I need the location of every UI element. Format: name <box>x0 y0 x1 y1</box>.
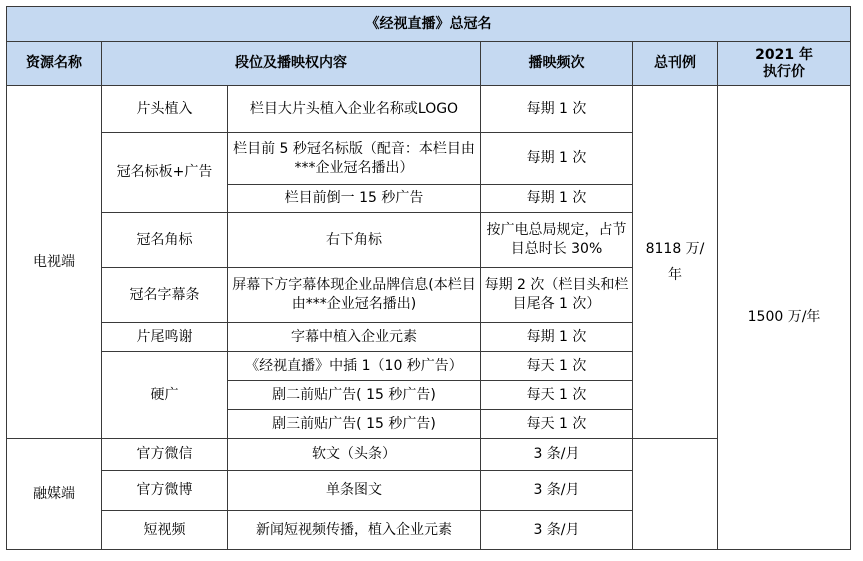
table-title-row <box>7 7 851 42</box>
header-total: 总刊例 <box>633 42 718 86</box>
table-row <box>7 86 851 133</box>
frequency-cell: 每天 1 次 <box>481 381 633 410</box>
header-resource: 资源名称 <box>7 42 102 86</box>
content-cell: 《经视直播》中插 1（10 秒广告） <box>228 352 481 381</box>
content-cell: 栏目前 5 秒冠名标版（配音：本栏目由***企业冠名播出） <box>228 133 481 185</box>
frequency-cell: 每期 1 次 <box>481 86 633 133</box>
header-row <box>7 42 851 86</box>
item-cell: 冠名标板+广告 <box>102 133 228 213</box>
header-content: 段位及播映权内容 <box>102 42 481 86</box>
frequency-cell: 3 条/月 <box>481 439 633 471</box>
header-price <box>718 42 851 86</box>
frequency-cell: 3 条/月 <box>481 511 633 550</box>
table-title: 《经视直播》总冠名 <box>7 7 851 42</box>
header-frequency: 播映频次 <box>481 42 633 86</box>
price-cell: 1500 万/年 <box>718 86 851 550</box>
item-cell: 短视频 <box>102 511 228 550</box>
total-cell <box>633 86 718 439</box>
total-value: 8118 万/年 <box>645 241 705 283</box>
frequency-cell: 按广电总局规定，占节目总时长 30% <box>481 213 633 268</box>
category-tv: 电视端 <box>7 86 102 439</box>
frequency-cell: 每期 1 次 <box>481 133 633 185</box>
total-cell-empty <box>633 439 718 550</box>
header-price-line2: 执行价 <box>763 63 806 80</box>
content-cell: 栏目前倒一 15 秒广告 <box>228 185 481 213</box>
content-cell: 右下角标 <box>228 213 481 268</box>
resource-table-container <box>6 6 851 550</box>
item-cell: 冠名角标 <box>102 213 228 268</box>
content-cell: 剧三前贴广告( 15 秒广告) <box>228 410 481 439</box>
content-cell: 字幕中植入企业元素 <box>228 323 481 352</box>
item-cell: 冠名字幕条 <box>102 268 228 323</box>
frequency-cell: 3 条/月 <box>481 471 633 511</box>
content-cell: 软文（头条） <box>228 439 481 471</box>
item-cell: 官方微信 <box>102 439 228 471</box>
frequency-cell: 每天 1 次 <box>481 352 633 381</box>
resource-table <box>6 6 851 550</box>
content-cell: 屏幕下方字幕体现企业品牌信息(本栏目由***企业冠名播出) <box>228 268 481 323</box>
item-cell: 片尾鸣谢 <box>102 323 228 352</box>
item-cell: 官方微博 <box>102 471 228 511</box>
content-cell: 新闻短视频传播，植入企业元素 <box>228 511 481 550</box>
content-cell: 栏目大片头植入企业名称或LOGO <box>228 86 481 133</box>
item-cell: 硬广 <box>102 352 228 439</box>
content-cell: 单条图文 <box>228 471 481 511</box>
category-media: 融媒端 <box>7 439 102 550</box>
frequency-cell: 每期 1 次 <box>481 323 633 352</box>
frequency-cell: 每天 1 次 <box>481 410 633 439</box>
item-cell: 片头植入 <box>102 86 228 133</box>
frequency-cell: 每期 2 次（栏目头和栏目尾各 1 次） <box>481 268 633 323</box>
header-price-line1: 2021 年 <box>755 46 813 63</box>
content-cell: 剧二前贴广告( 15 秒广告) <box>228 381 481 410</box>
frequency-cell: 每期 1 次 <box>481 185 633 213</box>
